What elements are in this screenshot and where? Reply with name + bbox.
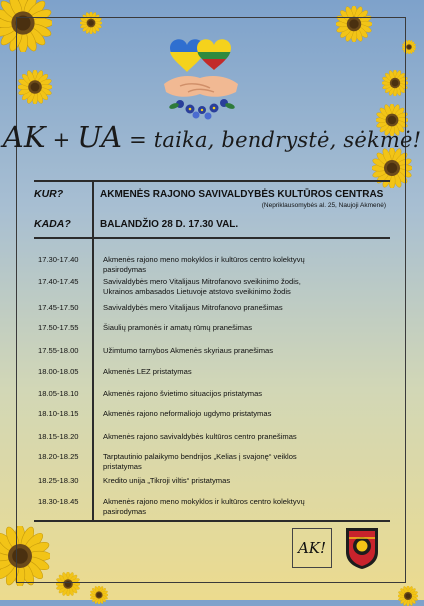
slogan-ua: UA — [77, 120, 123, 154]
schedule-item-line1: Akmenės rajono neformaliojo ugdymo pristatymas — [103, 409, 272, 418]
sunflower-icon — [90, 586, 108, 604]
schedule-item-line1: Akmenės rajono švietimo situacijos pristatymas — [103, 389, 263, 398]
schedule-time: 17.55-18.00 — [38, 346, 79, 355]
schedule-item — [103, 255, 375, 275]
where-value: AKMENĖS RAJONO SAVIVALDYBĖS KULTŪROS CENTRAS — [100, 189, 384, 200]
schedule-item — [103, 452, 375, 472]
where-address: (Nepriklausomybės al. 25, Naujoji Akmenė) — [261, 202, 386, 209]
schedule-item — [103, 303, 375, 313]
when-value: BALANDŽIO 28 D. 17.30 VAL. — [100, 219, 239, 230]
schedule-item-line2: pasirodymas — [103, 265, 147, 274]
schedule-item-line1: Akmenės LEZ pristatymas — [103, 367, 192, 376]
divider-vertical — [92, 180, 94, 520]
schedule-time: 18.05-18.10 — [38, 389, 79, 398]
divider-middle — [34, 237, 390, 239]
schedule-item-line1: Užimtumo tarnybos Akmenės skyriaus pranešimas — [103, 346, 274, 355]
slogan-ak: AK — [2, 120, 46, 154]
schedule-time: 17.40-17.45 — [38, 277, 79, 286]
slogan-rest: = taika, bendrystė, sėkmė! — [129, 128, 422, 152]
schedule-item-line1: Akmenės rajono savivaldybės kultūros centro pranešimas — [103, 432, 297, 441]
schedule-item — [103, 476, 375, 486]
schedule-item-line1: Tarptautinio palaikymo bendrijos „Kelias į svajonę“ veiklos — [103, 452, 297, 461]
schedule-item-line1: Šiaulių pramonės ir amatų rūmų pranešimas — [103, 323, 252, 332]
schedule-item — [103, 346, 375, 356]
schedule-item-line1: Akmenės rajono meno mokyklos ir kultūros centro kolektyvų — [103, 497, 305, 506]
schedule-time: 17.30-17.40 — [38, 255, 79, 264]
schedule-item-line1: Savivaldybės mero Vitalijaus Mitrofanovo pranešimas — [103, 303, 283, 312]
handshake-hearts-emblem — [150, 26, 250, 126]
slogan-plus: + — [52, 128, 71, 152]
heart-flags-icon — [170, 39, 231, 72]
schedule-item — [103, 323, 375, 333]
schedule-time: 17.50-17.55 — [38, 323, 79, 332]
divider-top — [34, 180, 390, 182]
schedule-item-line1: Kredito unija „Tikroji viltis“ pristatymas — [103, 476, 231, 485]
schedule-item — [103, 497, 375, 517]
schedule-item — [103, 367, 375, 377]
handshake-icon — [164, 76, 238, 97]
schedule-time: 18.30-18.45 — [38, 497, 79, 506]
sunflower-icon — [398, 586, 418, 606]
schedule-time: 18.25-18.30 — [38, 476, 79, 485]
schedule-item-line1: Savivaldybės mero Vitalijaus Mitrofanovo sveikinimo žodis, — [103, 277, 301, 286]
divider-bottom — [34, 520, 390, 522]
schedule-item-line2: Ukrainos ambasados Lietuvoje atstovo sveikinimo žodis — [103, 287, 291, 296]
seal-icon — [344, 526, 380, 570]
schedule-item-line1: Akmenės rajono meno mokyklos ir kultūros centro kolektyvų — [103, 255, 305, 264]
ak-logo: AK! — [292, 528, 332, 568]
schedule-time: 18.10-18.15 — [38, 409, 79, 418]
schedule-time: 18.20-18.25 — [38, 452, 79, 461]
schedule-time: 18.15-18.20 — [38, 432, 79, 441]
where-label: KUR? — [34, 188, 64, 200]
schedule-item — [103, 277, 375, 297]
schedule-item — [103, 432, 375, 442]
schedule-time: 17.45-17.50 — [38, 303, 79, 312]
slogan — [0, 120, 424, 154]
schedule-item-line2: pristatymas — [103, 462, 142, 471]
schedule-item — [103, 389, 375, 399]
when-label: KADA? — [34, 218, 71, 230]
schedule-item — [103, 409, 375, 419]
schedule-time: 18.00-18.05 — [38, 367, 79, 376]
schedule-item-line2: pasirodymas — [103, 507, 147, 516]
